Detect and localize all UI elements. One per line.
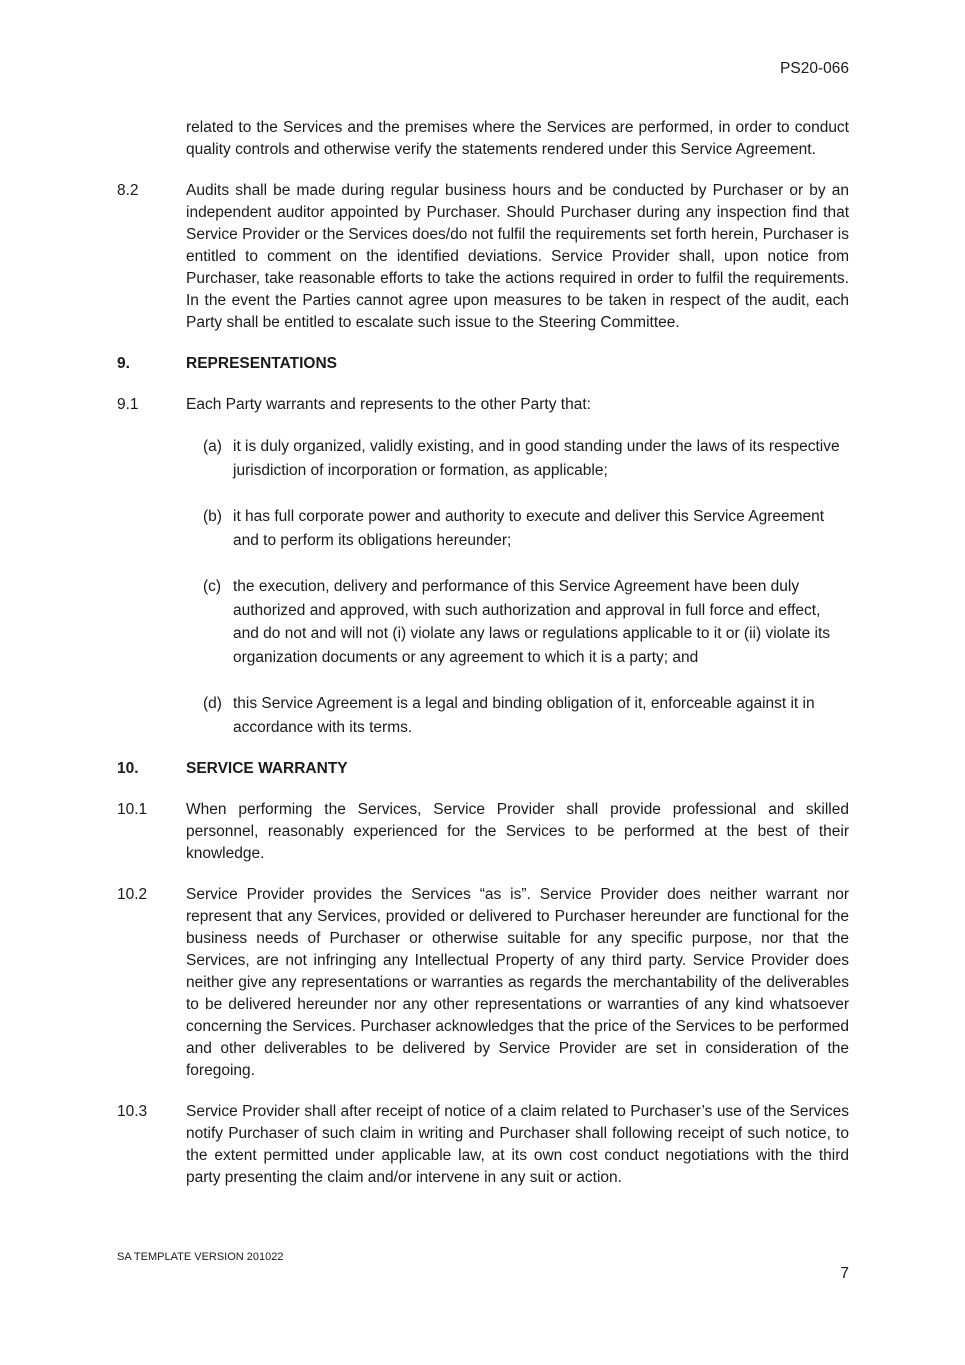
section-number: 10. [117,760,139,777]
paragraph-text: Each Party warrants and represents to the other Party that: [186,396,591,413]
paragraph-8-2 [117,180,849,334]
section-title: SERVICE WARRANTY [186,760,348,777]
template-version-footer: SA TEMPLATE VERSION 201022 [117,1251,284,1263]
page-number: 7 [840,1265,849,1282]
paragraph-number: 10.3 [117,1103,148,1120]
paragraph-number-blank [117,117,186,161]
paragraph-text: Service Provider shall after receipt of notice of a claim related to Purchaser’s use of the Services notify Purchaser of such claim in writing and Purchaser shall following receipt of such notice, to the extent permitted under applicable law, at its own cost conduct negotiations with the third party presenting the claim and/or intervene in any suit or action. [186,1103,849,1186]
document-body [117,117,849,1208]
list-item [203,692,849,739]
list-item-text: it has full corporate power and authority to execute and deliver this Service Agreement and to perform its obligations hereunder; [233,508,825,549]
paragraph-10-2 [117,884,849,1082]
list-item-marker: (a) [203,438,222,455]
list-item-text: it is duly organized, validly existing, and in good standing under the laws of its respective jurisdiction of incorporation or formation, as applicable; [233,438,840,479]
representations-list [203,435,849,739]
paragraph-number: 9.1 [117,396,139,413]
paragraph-10-1 [117,799,849,865]
list-item [203,435,849,482]
paragraph-number: 10.1 [117,801,148,818]
section-number: 9. [117,355,130,372]
list-item-marker: (b) [203,508,222,525]
document-reference: PS20-066 [780,60,849,77]
paragraph-text: Service Provider provides the Services “as is”. Service Provider does neither warrant nor represent that any Services, provided or delivered to Purchaser hereunder are functional for the business needs of Purchaser or otherwise suitable for any specific purpose, nor that the Services, are not infringing any Intellectual Property of any third party. Service Provider does neither give any representations or warranties as regards the merchantability of the deliverables to be delivered hereunder nor any other representations or warranties of any kind whatsoever concerning the Services. Purchaser acknowledges that the price of the Services to be performed and other deliverables to be delivered by Service Provider are set in consideration of the foregoing. [186,886,849,1079]
paragraph-9-1 [117,394,849,416]
list-item [203,505,849,552]
list-item [203,575,849,669]
paragraph-number: 8.2 [117,182,139,199]
list-item-text: this Service Agreement is a legal and binding obligation of it, enforceable against it in accordance with its terms. [233,695,815,736]
list-item-text: the execution, delivery and performance of this Service Agreement have been duly authorized and approved, with such authorization and approval in full force and effect, and do not and will not (i) violate any laws or regulations applicable to it or (ii) violate its organization documents or any agreement to which it is a party; and [233,578,831,666]
paragraph-8-1-continuation [117,117,849,161]
list-item-marker: (c) [203,578,222,595]
section-heading-10 [117,758,849,780]
paragraph-number: 10.2 [117,886,148,903]
list-item-marker: (d) [203,695,222,712]
paragraph-text: Audits shall be made during regular business hours and be conducted by Purchaser or by an independent auditor appointed by Purchaser. Should Purchaser during any inspection find that Service Provider or the Services does/do not fulfil the requirements set forth herein, Purchaser is entitled to comment on the identified deviations. Service Provider shall, upon notice from Purchaser, take reasonable efforts to take the actions required in order to fulfil the requirements. In the event the Parties cannot agree upon measures to be taken in respect of the audit, each Party shall be entitled to escalate such issue to the Steering Committee. [186,182,849,331]
section-heading-9 [117,353,849,375]
section-title: REPRESENTATIONS [186,355,337,372]
paragraph-text: related to the Services and the premises where the Services are performed, in order to conduct quality controls and otherwise verify the statements rendered under this Service Agreement. [186,119,849,158]
paragraph-10-3 [117,1101,849,1189]
paragraph-text: When performing the Services, Service Provider shall provide professional and skilled personnel, reasonably experienced for the Services to be performed at the best of their knowledge. [186,801,849,862]
